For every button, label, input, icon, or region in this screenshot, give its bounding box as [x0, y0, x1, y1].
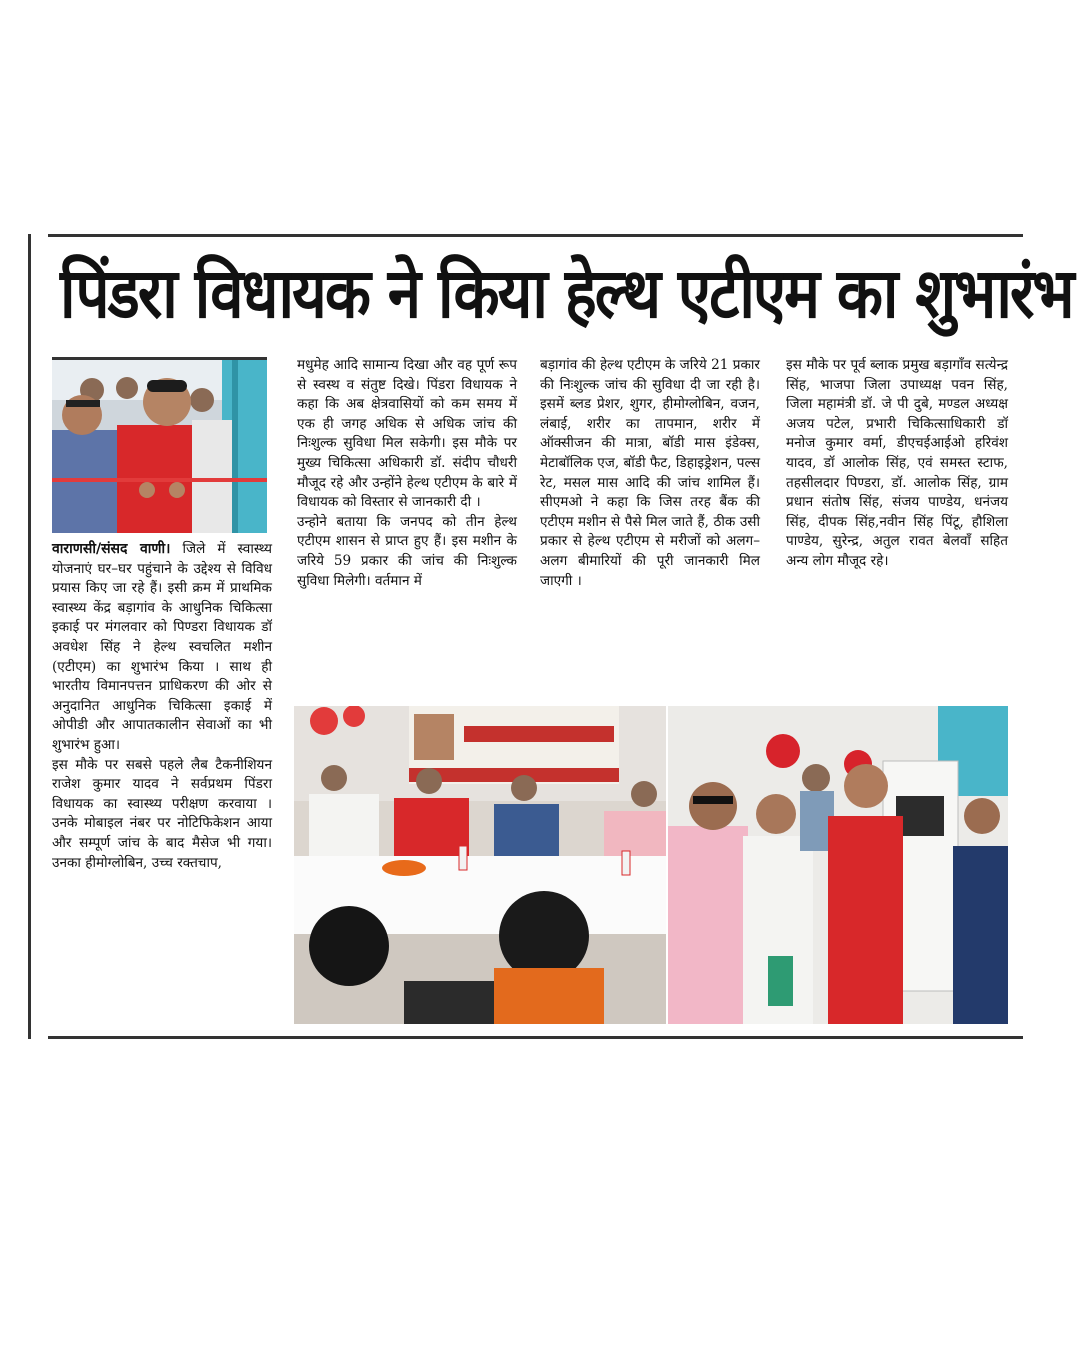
paragraph: इस मौके पर सबसे पहले लैब टैकनीशियन राजेश कुमार यादव ने सर्वप्रथम पिंडरा विधायक का स्वास्थ्य परीक्षण करवाया । उनके मोबाइल नंबर पर नोटिफिकेशन आया और सम्पूर्ण जांच के बाद मैसेज भी गया। उनका हीमोग्लोबिन, उच्च रक्तचाप, [52, 756, 272, 871]
article-column-4 [786, 356, 1008, 572]
ribbon-cutting-photo [52, 357, 267, 533]
health-atm-group-photo [668, 706, 1008, 1024]
article-column-3 [540, 356, 760, 591]
dateline: वाराणसी/संसद वाणी। [52, 541, 171, 557]
meeting-table-photo [294, 706, 666, 1024]
headline: पिंडरा विधायक ने किया हेल्थ एटीएम का शुभारंभ [60, 253, 1073, 335]
paragraph: इस मौके पर पूर्व ब्लाक प्रमुख बड़ागाँव सत्येन्द्र सिंह, भाजपा जिला उपाध्यक्ष पवन सिंह, जिला महामंत्री डॉ. जे पी दुबे, मण्डल अध्यक्ष अजय पटेल, प्रभारी चिकित्साधिकारी डॉ मनोज कुमार वर्मा, डीएचईआईओ हरिवंश यादव, डॉ आलोक सिंह, एवं समस्त स्टाफ, तहसीलदार पिण्डरा, डॉ. आलोक सिंह, ग्राम प्रधान संतोष सिंह, संजय पाण्डेय, धनंजय सिंह, दीपक सिंह,नवीन सिंह पिंटू, हौशिला पाण्डेय, सुरेन्द्र, अतुल रावत बेलवाँ सहित अन्य लोग मौजूद रहे। [786, 357, 1008, 569]
paragraph: उन्होने बताया कि जनपद को तीन हेल्थ एटीएम शासन से प्राप्त हुए हैं। इस मशीन के जरिये 59 प्रकार की जांच की निःशुल्क सुविधा मिलेगी। वर्तमान में [297, 513, 517, 589]
article-column-1 [52, 540, 272, 873]
paragraph: मधुमेह आदि सामान्य दिखा और वह पूर्ण रूप से स्वस्थ व संतुष्ट दिखे। पिंडरा विधायक ने कहा कि अब क्षेत्रवासियों को कम समय में एक ही जगह अधिक से अधिक जांच की निःशुल्क सुविधा मिल सकेगी। इस मौके पर मुख्य चिकित्सा अधिकारी डॉ. संदीप चौधरी मौजूद रहे और उन्होंने हेल्थ एटीएम के बारे में विधायक को विस्तार से जानकारी दी । [297, 357, 517, 511]
bottom-rule [48, 1036, 1023, 1039]
paragraph: बड़ागांव की हेल्थ एटीएम के जरिये 21 प्रकार की निःशुल्क जांच की सुविधा दी जा रही है। इसमें ब्लड प्रेशर, शुगर, हीमोग्लोबिन, वजन, लंबाई, शरीर का तापमान, शरीर में ऑक्सीजन की मात्रा, बॉडी मास इंडेक्स, मेटाबॉलिक एज, बॉडी फैट, डिहाइड्रेशन, पल्स रेट, मसल मास आदि की जांच शामिल हैं। सीएमओ ने कहा कि जिस तरह बैंक की एटीएम मशीन से पैसे मिल जाते हैं, ठीक उसी प्रकार से हेल्थ एटीएम से मरीजों को अलग–अलग बीमारियों की पूरी जानकारी मिल जाएगी । [540, 357, 761, 589]
left-rule [28, 234, 31, 1039]
lead-paragraph: जिले में स्वास्थ्य योजनाएं घर–घर पहुंचाने के उद्देश्य से विविध प्रयास किए जा रहे हैं। इसी क्रम में प्राथमिक स्वास्थ्य केंद्र बड़ागांव के आधुनिक चिकित्सा इकाई पर मंगलवार को पिण्डरा विधायक डॉ अवधेश सिंह ने हेल्थ स्वचलित मशीन (एटीएम) का शुभारंभ किया । साथ ही भारतीय विमानपत्तन प्राधिकरण की ओर से अनुदानित आधुनिक चिकित्सा इकाई में ओपीडी और आपातकालीन सेवाओं का भी शुभारंभ हुआ। [52, 541, 272, 753]
article-column-2 [297, 356, 517, 591]
